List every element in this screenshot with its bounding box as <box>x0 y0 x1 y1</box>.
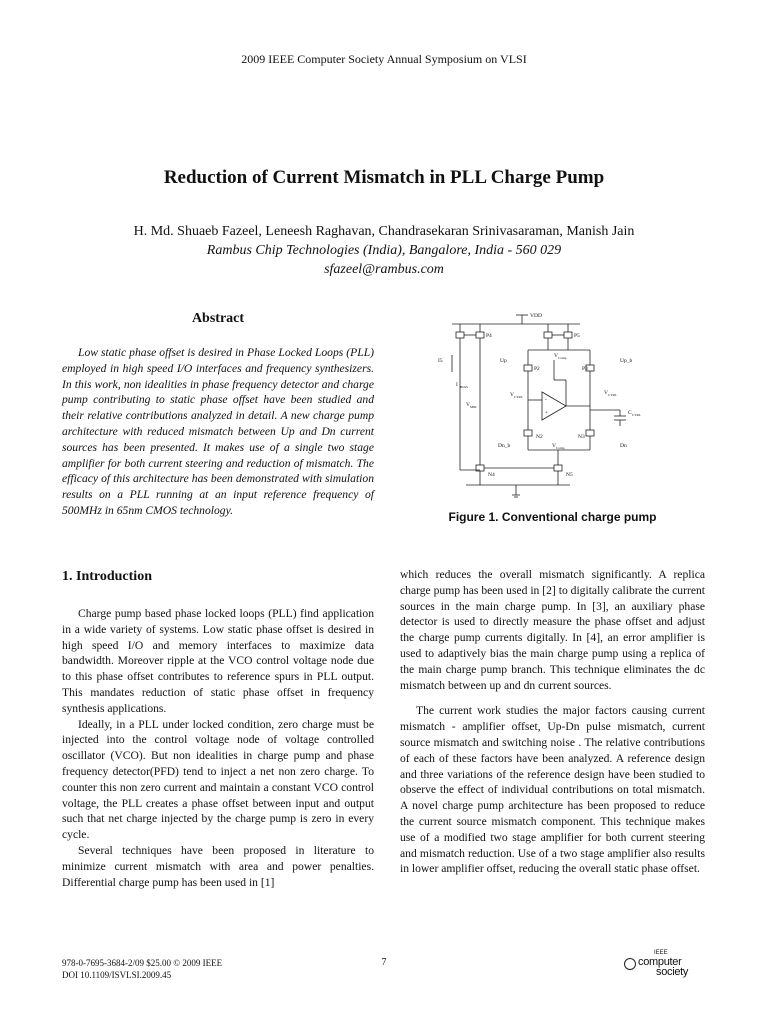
figure-caption: Figure 1. Conventional charge pump <box>448 510 657 524</box>
label-up: Up <box>500 358 507 364</box>
conference-header: 2009 IEEE Computer Society Annual Symposium on VLSI <box>241 52 527 66</box>
author-email: sfazeel@rambus.com <box>324 262 444 277</box>
intro-paragraph-4: The current work studies the major factors causing current mismatch - amplifier offset, Up-Dn pulse mismatch, current source mismatch and switching noise . The relative contributions of each of these factors have been analyzed. A reference design and three variations of the reference design have been studied to observe the effect of individual contributions on total mismatch. A novel charge pump architecture has been proposed to reduce the current source mismatch component. This technique makes use of a modified two stage amplifier for both current steering and mismatch reduction. Use of a two stage amplifier also results in lower amplifier offset, reducing the overall static phase offset. <box>400 704 705 876</box>
introduction-right-column <box>400 567 705 877</box>
label-dn: Dn <box>620 443 627 449</box>
label-n3: N3 <box>578 434 585 440</box>
logo-computer: computer <box>638 956 682 968</box>
label-vcomp-top: V <box>554 353 558 359</box>
introduction-left-column <box>62 606 374 890</box>
charge-pump-schematic <box>430 310 670 510</box>
author-names: H. Md. Shuaeb Fazeel, Leneesh Raghavan, Chandrasekaran Srinivasaraman, Manish Jain <box>133 224 635 239</box>
label-c-sub: CTRL <box>632 413 641 417</box>
author-affiliation: Rambus Chip Technologies (India), Bangalore, India - 560 029 <box>206 243 562 258</box>
label-n2: N2 <box>536 434 543 440</box>
page-number: 7 <box>381 957 387 968</box>
label-vctrl-left-sub: CTRL <box>514 395 523 399</box>
abstract-paragraph: Low static phase offset is desired in Phase Locked Loops (PLL) employed in high speed I/O interfaces and frequency synthesizers. In this work, non idealities in phase frequency detector and charge pump contributing to static phase offset have been studied and their relative contributions analyzed in detail. A new charge pump architecture with reduced mismatch between Up and Dn current sources has been presented. It makes use of a single two stage amplifier for both current steering and reduction of mismatch. The efficacy of this architecture has been demonstrated with simulation results on a PLL running at an input reference frequency of 500MHz in 65nm CMOS technology. <box>62 346 374 517</box>
footer-isbn: 978-0-7695-3684-2/09 $25.00 © 2009 IEEE <box>62 958 223 968</box>
label-c: C <box>628 410 632 416</box>
intro-paragraph-3: Several techniques have been proposed in literature to minimize current mismatch with area and power penalties. Differential charge pump has been used in [1] <box>62 843 374 889</box>
label-vctrl-left: V <box>510 392 514 398</box>
amp-plus: + <box>545 410 549 416</box>
logo-society: society <box>656 966 689 978</box>
abstract-heading: Abstract <box>191 311 245 326</box>
label-vdd: VDD <box>530 313 542 319</box>
label-p3: P3 <box>582 366 588 372</box>
label-n4: N4 <box>488 472 495 478</box>
label-p4: P4 <box>486 333 492 339</box>
label-i5: I5 <box>438 358 443 364</box>
label-vcomp-bot-sub: Comp <box>556 446 565 450</box>
label-vctrl-right-sub: CTRL <box>608 393 617 397</box>
label-vcomp-bot: V <box>552 443 556 449</box>
label-up-b: Up_b <box>620 358 633 364</box>
abstract-text <box>62 345 374 519</box>
label-ibias-sub: BIAS <box>460 385 468 389</box>
paper-title: Reduction of Current Mismatch in PLL Charge Pump <box>163 167 605 188</box>
label-vcomp-top-sub: Comp <box>558 356 567 360</box>
author-block <box>0 222 768 279</box>
label-vmir-sub: MIR <box>470 405 477 409</box>
intro-paragraph-1: Charge pump based phase locked loops (PLL) find application in a wide variety of systems. Low static phase offset is desired in high speed I/O and memory interfaces to maximize data bandwidth. Moreover ripple at the VCO control voltage node due to this phase offset contributes to reference spurs in PLL output. This mandates reduction of static phase offset in frequency synthesis applications. <box>62 607 374 715</box>
label-ibias: I <box>456 382 458 388</box>
label-p2: P2 <box>534 366 540 372</box>
label-dn-b: Dn_b <box>498 443 511 449</box>
introduction-heading: 1. Introduction <box>62 569 152 584</box>
intro-paragraph-3-cont: which reduces the overall mismatch significantly. A replica charge pump has been used in [2] to digitally calibrate the current sources in the main charge pump. In [3], an auxiliary phase detector is used to directly measure the phase offset and adjust the charge pump currents digitally. In [4], an error amplifier is used to adaptively bias the main charge pump using a replica of the main charge pump branch. This technique eliminates the dc mismatch between up and dn current sources. <box>400 568 705 692</box>
ieee-computer-society-logo <box>624 950 714 980</box>
footer-doi: DOI 10.1109/ISVLSI.2009.45 <box>62 970 172 980</box>
globe-icon <box>624 958 636 970</box>
label-vmir: V <box>466 402 470 408</box>
label-vctrl-right: V <box>604 390 608 396</box>
logo-ieee: IEEE <box>654 950 668 956</box>
label-n5: N5 <box>566 472 573 478</box>
label-p5: P5 <box>574 333 580 339</box>
amp-minus: - <box>545 397 547 403</box>
intro-paragraph-2: Ideally, in a PLL under locked condition, zero charge must be injected into the control voltage node of voltage controlled oscillator (VCO). But non idealities in charge pump and phase frequency detector(PFD) tend to inject a net non zero charge. To counter this non zero current and maintain a constant VCO control voltage, the PLL creates a phase offset between input and output such that net charge injected by the charge pump is zero in every cycle. <box>62 717 374 842</box>
